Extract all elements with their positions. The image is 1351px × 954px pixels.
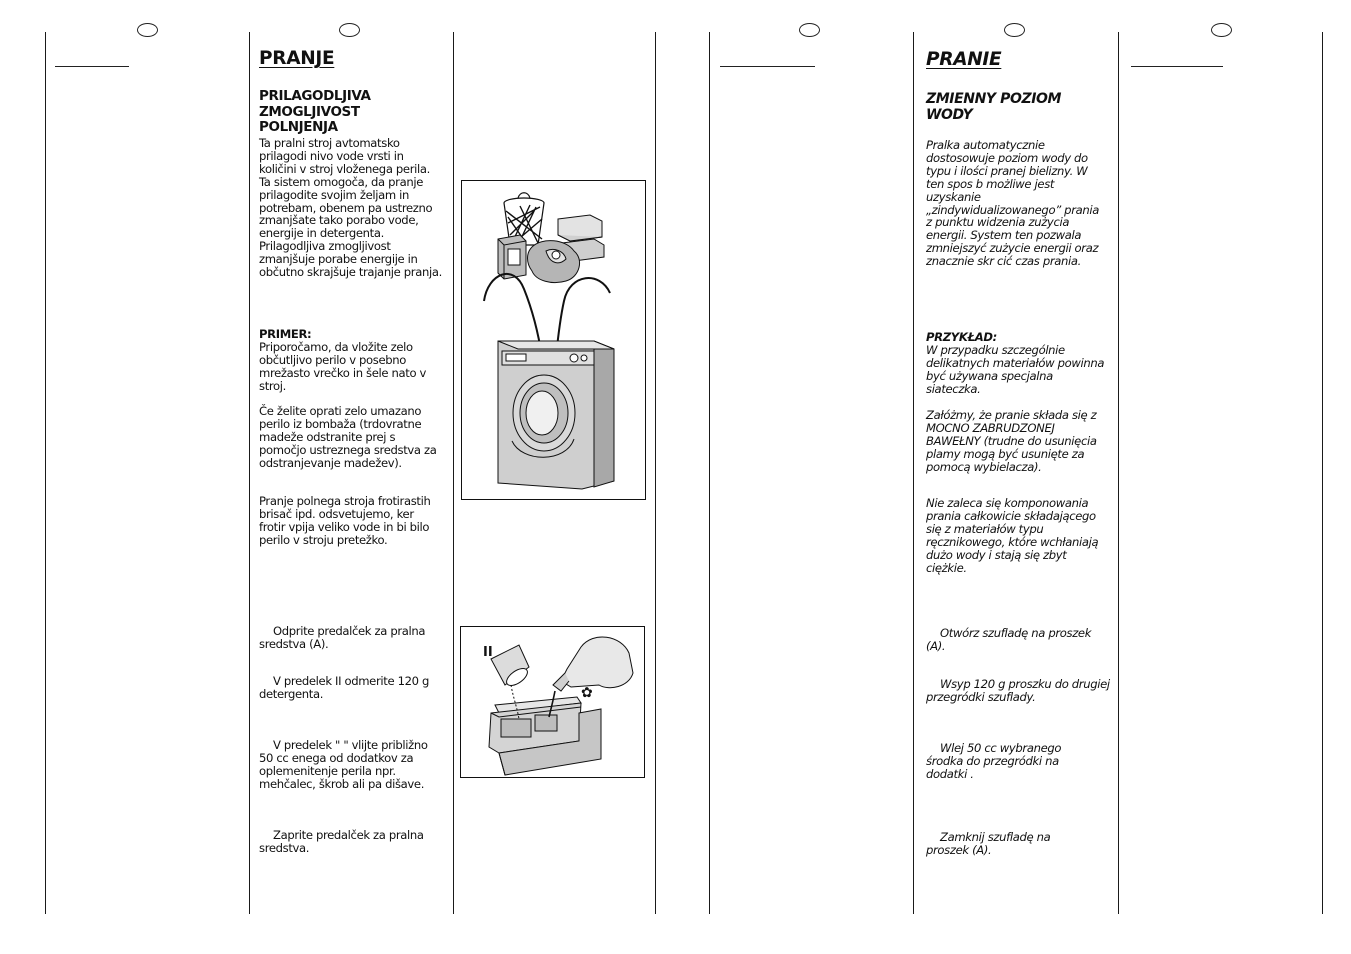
- section-heading: ZMIENNY POZIOM WODY: [926, 91, 1062, 123]
- language-oval-icon: [799, 23, 820, 37]
- language-oval-icon: [1004, 23, 1025, 37]
- page-title: PRANJE: [259, 48, 335, 69]
- example-block: [926, 331, 1108, 396]
- washing-machine-icon: [498, 341, 614, 489]
- detergent-box-icon: [498, 235, 526, 279]
- language-oval-icon: [1211, 23, 1232, 37]
- step-dose-detergent: Wsyp 120 g proszku do drugiej przegródki szuflady.: [926, 677, 1110, 704]
- detergent-drawer-icon: [489, 697, 601, 775]
- column-rule: [709, 32, 710, 914]
- column-rule: [1118, 32, 1119, 914]
- section-heading: PRILAGODLJIVA ZMOGLJIVOST POLNJENJA: [259, 88, 371, 135]
- step-close-drawer: Zaprite predalček za pralna sredstva.: [259, 828, 424, 855]
- example-text: Priporočamo, da vložite zelo občutljivo perilo v posebno mrežasto vrečko in šele nato v stroj.: [259, 339, 427, 393]
- column-rule: [249, 32, 250, 914]
- compartment-ii-label: II: [483, 645, 493, 660]
- detergent-drawer-illustration: [460, 626, 645, 778]
- language-oval-icon: [339, 23, 360, 37]
- intro-paragraph: Ta pralni stroj avtomatsko prilagodi nivo vode vrsti in količini v stroj vloženega perila. Ta sistem omogoča, da pranje prilagodite svojim željam in potrebam, obenem pa ustrezno zmanjšate tako porabo vode, energije in detergenta. Prilagodljiva zmogljivost zmanjšuje porabe energije in občutno skrajšuje trajanje pranja.: [259, 136, 442, 280]
- step-dose-detergent: V predelek II odmerite 120 g detergenta.: [259, 674, 429, 701]
- step-add-softener: Wlej 50 cc wybranego środka do przegródki na dodatki .: [926, 741, 1062, 781]
- laundry-machine-illustration: [461, 180, 646, 500]
- step-add-softener: V predelek " " vlijte približno 50 cc enega od dodatkov za oplemenitenje perila npr. mehčalec, škrob ali pa dišave.: [259, 738, 428, 791]
- step-open-drawer: Odprite predalček za pralna sredstva (A).: [259, 624, 426, 651]
- column-rule: [45, 32, 46, 914]
- column-rule: [1322, 32, 1323, 914]
- step-close-drawer: Zamknij szufladę na proszek (A).: [926, 830, 1051, 857]
- softener-flower-icon: ✿: [581, 685, 593, 701]
- header-rule: [1131, 66, 1223, 67]
- column-rule: [453, 32, 454, 914]
- column-rule: [655, 32, 656, 914]
- language-oval-icon: [137, 23, 158, 37]
- paragraph-cotton: Załóżmy, że pranie składa się z MOCNO ZABRUDZONEJ BAWEŁNY (trudne do usunięcia plamy mogą być usunięte za pomocą wybielacza).: [926, 408, 1097, 474]
- step-open-drawer: Otwórz szufladę na proszek (A).: [926, 626, 1092, 653]
- header-rule: [55, 66, 129, 67]
- example-label: PRZYKŁAD:: [926, 330, 997, 344]
- paragraph-towels: Pranje polnega stroja frotirastih brisač ipd. odsvetujemo, ker frotir vpija veliko vode in bi bilo perilo v stroju pretežko.: [259, 494, 431, 547]
- example-block: [259, 328, 443, 393]
- example-text: W przypadku szczególnie delikatnych materiałów powinna być używana specjalna siateczka.: [926, 342, 1105, 396]
- example-label: PRIMER:: [259, 327, 312, 341]
- paragraph-cotton: Če želite oprati zelo umazano perilo iz bombaža (trdovratne madeže odstranite prej s pomočjo ustreznega sredstva za odstranjevanje madežev).: [259, 404, 437, 470]
- intro-paragraph: Pralka automatycznie dostosowuje poziom wody do typu i ilości pranej bielizny. W ten spos b możliwe jest uzyskanie „zindywidualizowanego” prania z punktu widzenia zużycia energii. System ten pozwala zmniejszyć zużycie energii oraz znacznie skr cić czas prania.: [926, 138, 1099, 269]
- paragraph-towels: Nie zaleca się komponowania prania całkowicie składającego się z materiałów typu ręcznikowego, które wchłaniają dużo wody i stają się zbyt ciężkie.: [926, 496, 1099, 575]
- header-rule: [720, 66, 815, 67]
- page-title: PRANIE: [926, 49, 1002, 70]
- column-rule: [913, 32, 914, 914]
